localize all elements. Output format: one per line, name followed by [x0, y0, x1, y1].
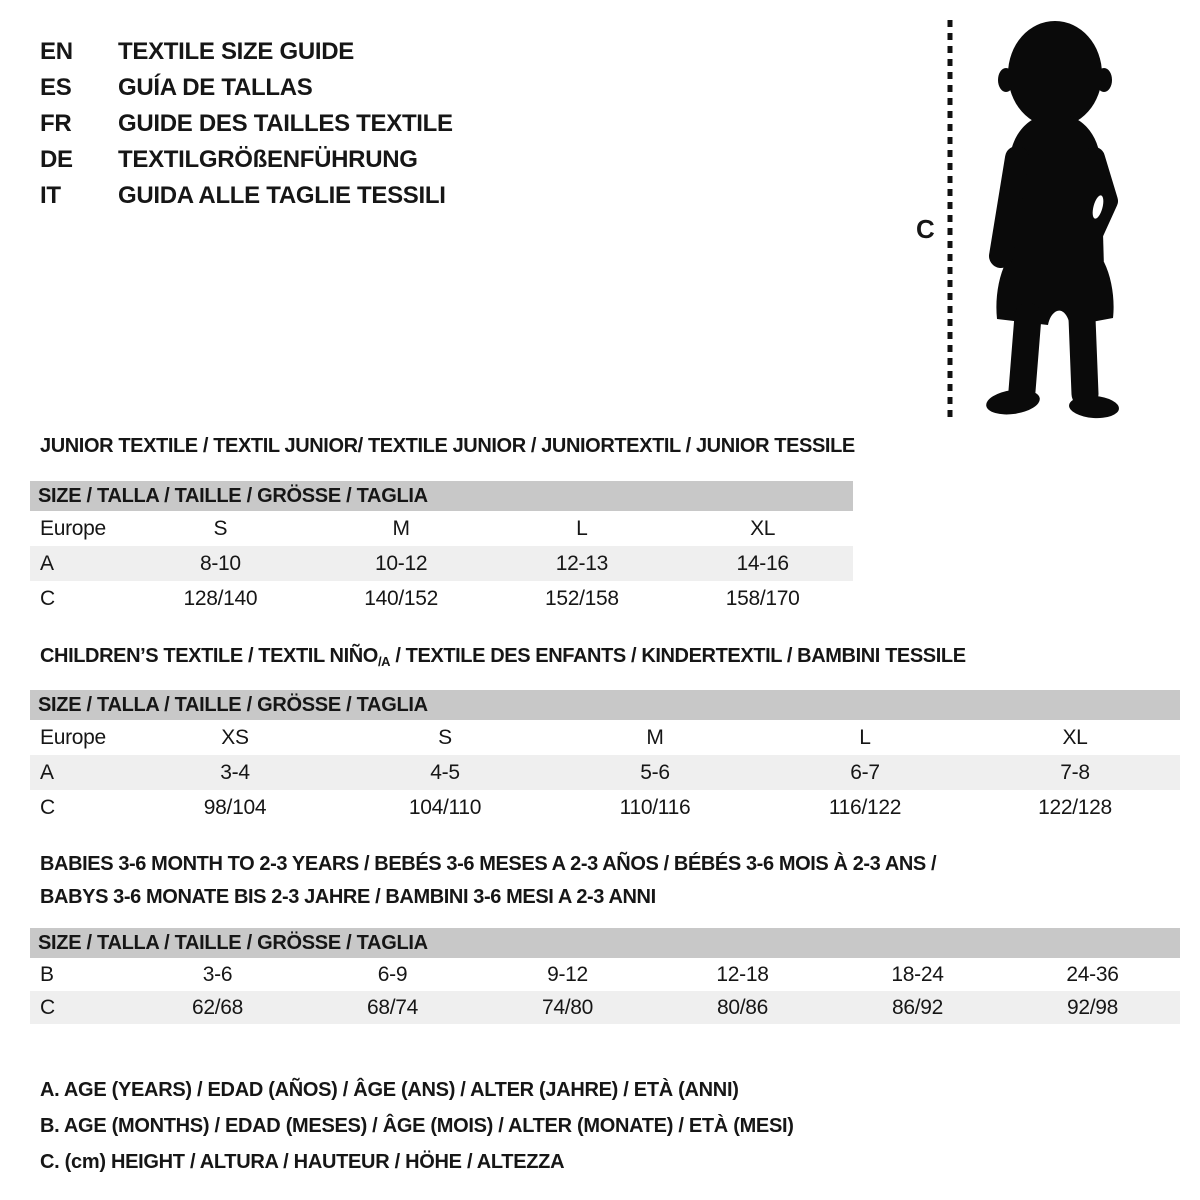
size-cell: 98/104 — [203, 795, 267, 819]
size-cell: M — [646, 725, 664, 749]
table-row — [30, 958, 1180, 991]
toddler-body — [985, 21, 1120, 420]
legend-line-a: A. AGE (YEARS) / EDAD (AÑOS) / ÂGE (ANS) / ALTER (JAHRE) / ETÀ (ANNI) — [40, 1078, 739, 1101]
language-code: ES — [40, 74, 72, 101]
size-cell: 8-10 — [130, 546, 311, 581]
size-cell: 3-4 — [130, 755, 340, 790]
size-cell: 3-6 — [202, 962, 233, 986]
guide-title: GUIDA ALLE TAGLIE TESSILI — [118, 182, 446, 209]
size-cell: 12-13 — [492, 546, 673, 581]
row-label: A — [30, 755, 130, 790]
size-cell: 74/80 — [480, 991, 655, 1024]
size-cell: 152/158 — [544, 586, 619, 610]
legend-line-c: C. (cm) HEIGHT / ALTURA / HAUTEUR / HÖHE / ALTEZZA — [40, 1150, 565, 1173]
size-cell: 6-7 — [760, 755, 970, 790]
size-cell: 5-6 — [550, 755, 760, 790]
table-row — [30, 690, 1180, 720]
table-row — [30, 720, 1180, 755]
size-cell: 140/152 — [364, 586, 439, 610]
table-row — [30, 481, 853, 511]
size-cell: M — [392, 516, 410, 540]
row-label: Europe — [40, 516, 106, 540]
size-header-bar: SIZE / TALLA / TAILLE / GRÖSSE / TAGLIA — [30, 928, 1180, 958]
table-row — [30, 581, 853, 616]
size-cell: 110/116 — [619, 795, 691, 819]
size-cell: 158/170 — [725, 586, 800, 610]
row-label: C — [40, 795, 55, 819]
size-cell: 10-12 — [311, 546, 492, 581]
size-header-bar: SIZE / TALLA / TAILLE / GRÖSSE / TAGLIA — [30, 481, 853, 511]
size-header-bar: SIZE / TALLA / TAILLE / GRÖSSE / TAGLIA — [30, 690, 1180, 720]
table-row — [30, 928, 1180, 958]
babies-section-title-line1: BABIES 3-6 MONTH TO 2-3 YEARS / BEBÉS 3-6 MESES A 2-3 AÑOS / BÉBÉS 3-6 MOIS À 2-3 ANS / — [40, 853, 937, 875]
legend-block — [40, 1072, 794, 1180]
legend-line-b: B. AGE (MONTHS) / EDAD (MESES) / ÂGE (MOIS) / ALTER (MONATE) / ETÀ (MESI) — [40, 1114, 794, 1137]
size-cell: 14-16 — [672, 546, 853, 581]
size-cell: L — [576, 516, 588, 540]
size-cell: 12-18 — [716, 962, 769, 986]
junior-size-table — [30, 481, 853, 616]
row-label: C — [40, 586, 55, 610]
size-cell: 68/74 — [305, 991, 480, 1024]
size-cell: XL — [750, 516, 776, 540]
size-cell: S — [438, 725, 452, 749]
size-cell: 122/128 — [1038, 795, 1112, 819]
junior-section-title: JUNIOR TEXTILE / TEXTIL JUNIOR/ TEXTILE JUNIOR / JUNIORTEXTIL / JUNIOR TESSILE — [40, 435, 855, 457]
size-cell: 116/122 — [828, 795, 902, 819]
table-row — [30, 755, 1180, 790]
row-label: Europe — [40, 725, 106, 749]
size-cell: 62/68 — [130, 991, 305, 1024]
language-title-block — [40, 34, 453, 214]
size-cell: 4-5 — [340, 755, 550, 790]
language-code: FR — [40, 110, 72, 137]
row-label: C — [30, 991, 130, 1024]
language-code: EN — [40, 38, 73, 65]
size-cell: XL — [1062, 725, 1088, 749]
table-row — [30, 991, 1180, 1024]
height-line-label: C — [916, 214, 935, 244]
table-row — [30, 546, 853, 581]
size-cell: 128/140 — [183, 586, 258, 610]
language-row — [40, 34, 453, 70]
size-cell: 80/86 — [655, 991, 830, 1024]
size-cell: XS — [221, 725, 249, 749]
size-cell: 6-9 — [377, 962, 408, 986]
babies-section-title-line2: BABYS 3-6 MONATE BIS 2-3 JAHRE / BAMBINI 3-6 MESI A 2-3 ANNI — [40, 886, 656, 908]
language-row — [40, 178, 453, 214]
guide-title: GUIDE DES TAILLES TEXTILE — [118, 110, 453, 137]
language-row — [40, 70, 453, 106]
children-title-text: CHILDREN’S TEXTILE / TEXTIL NIÑO — [40, 645, 378, 667]
size-cell: 18-24 — [891, 962, 944, 986]
size-cell: L — [859, 725, 871, 749]
children-title-subscript: /A — [377, 654, 391, 669]
size-cell: 9-12 — [547, 962, 588, 986]
guide-title: TEXTILGRÖßENFÜHRUNG — [118, 146, 418, 173]
size-cell: 92/98 — [1005, 991, 1180, 1024]
language-code: IT — [40, 182, 61, 209]
size-cell: 24-36 — [1066, 962, 1119, 986]
children-size-table — [30, 690, 1180, 825]
size-cell: 7-8 — [970, 755, 1180, 790]
size-cell: S — [213, 516, 228, 540]
toddler-silhouette — [905, 14, 1195, 424]
language-code: DE — [40, 146, 73, 173]
row-label: B — [40, 962, 54, 986]
size-cell: 86/92 — [830, 991, 1005, 1024]
table-row — [30, 790, 1180, 825]
guide-title: GUÍA DE TALLAS — [118, 74, 313, 101]
language-row — [40, 142, 453, 178]
row-label: A — [30, 546, 130, 581]
guide-title: TEXTILE SIZE GUIDE — [118, 38, 354, 65]
size-cell: 104/110 — [408, 795, 482, 819]
babies-size-table — [30, 928, 1180, 1024]
table-row — [30, 511, 853, 546]
children-title-text: / TEXTILE DES ENFANTS / KINDERTEXTIL / BAMBINI TESSILE — [390, 645, 966, 667]
language-row — [40, 106, 453, 142]
children-section-title — [40, 645, 966, 669]
